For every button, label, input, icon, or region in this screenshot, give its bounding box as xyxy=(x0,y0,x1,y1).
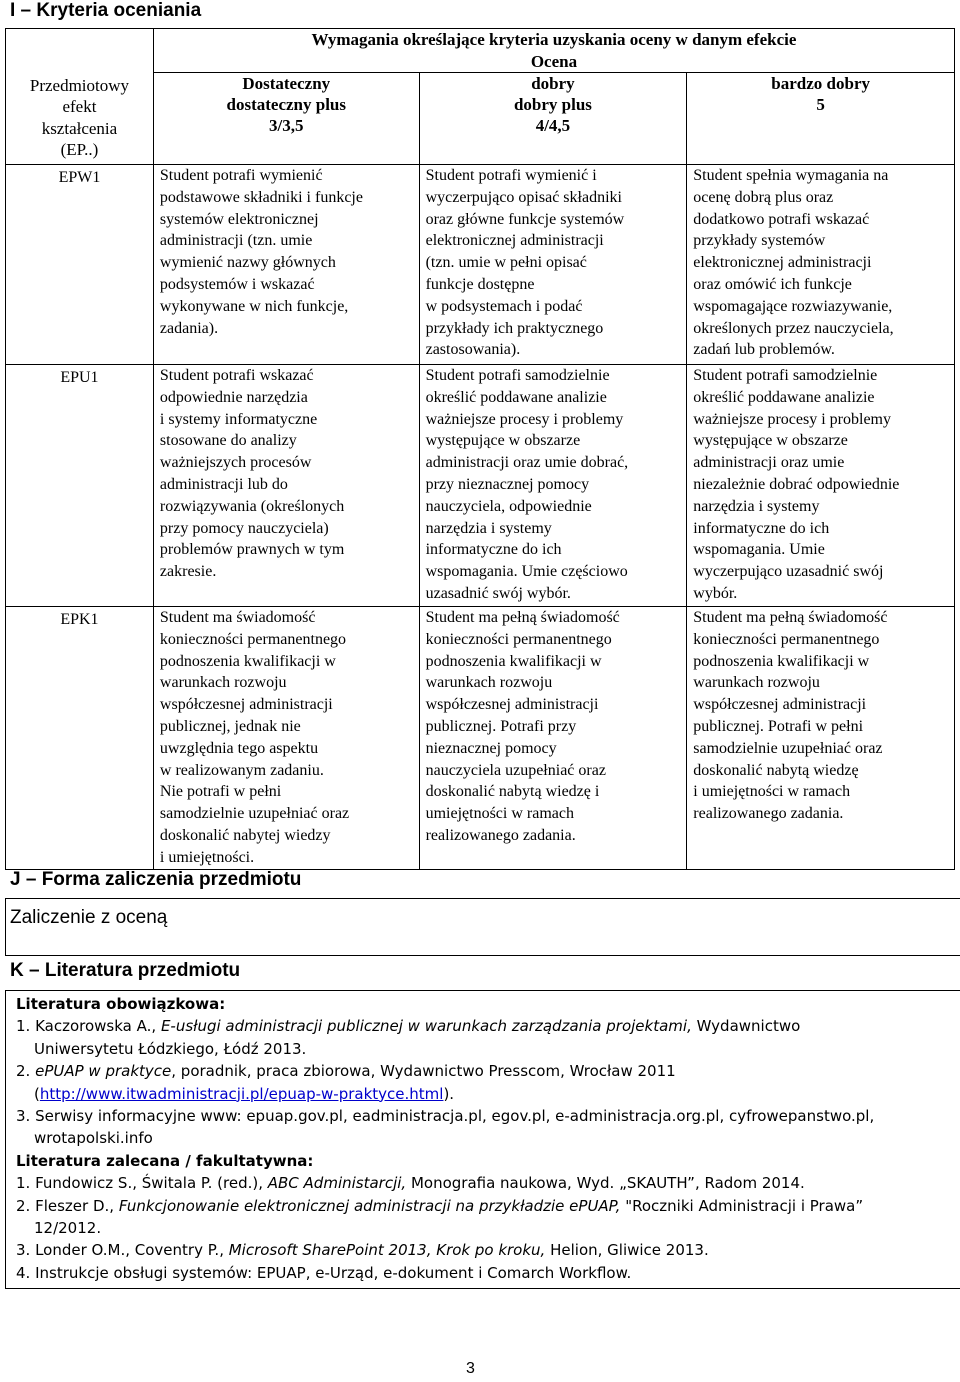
epuap-link[interactable]: http://www.itwadministracji.pl/epuap-w-praktyce.html xyxy=(39,1084,444,1103)
criteria-cell-4: Student potrafi samodzielnie określić poddawane analizie ważniejsze procesy i problemy występujące w obszarze administracji oraz umie dobrać, przy nieznacznej pomocy nauczyciela, odpowiednie narzędzia i systemy informatyczne do ich wspomagania. Umie częściowo uzasadnić swój wybór. xyxy=(419,365,687,607)
criteria-cell-3: Student potrafi wymienić podstawowe składniki i funkcje systemów elektronicznej administracji (tzn. umie wymienić nazwy głównych podsystemów i wskazać wykonywane w nich funkcje, zadania). xyxy=(153,165,419,365)
section-j-title: J – Forma zaliczenia przedmiotu xyxy=(10,869,302,890)
grade-header-5: bardzo dobry 5 xyxy=(687,73,955,165)
literature-item: 3. Serwisy informacyjne www: epuap.gov.pl, eadministracja.pl, egov.pl, e-administracja.org.pl, cyfrowepanstwo.pl, wrotapolski.info xyxy=(16,1107,875,1148)
criteria-row-epu1 xyxy=(6,365,955,607)
criteria-cell-5: Student ma pełną świadomość konieczności permanentnego podnoszenia kwalifikacji w warunkach rozwoju współczesnej administracji publicznej. Potrafi w pełni samodzielnie uzupełniać oraz doskonalić nabytą wiedzę i umiejętności w ramach realizowanego zadania. xyxy=(687,607,955,870)
literature-item: 2. Fleszer D., Funkcjonowanie elektronicznej administracji na przykładzie ePUAP, "Roczniki Administracji i Prawa” 12/2012. xyxy=(16,1196,864,1238)
criteria-cell-5: Student spełnia wymagania na ocenę dobrą plus oraz dodatkowo potrafi wskazać przykłady systemów elektronicznej administracji oraz omówić ich funkcje wspomagające rozwiazywanie, określonych przez nauczyciela, zadań lub problemów. xyxy=(687,165,955,365)
effect-code: EPK1 xyxy=(6,607,154,870)
grade-header-3: Dostateczny dostateczny plus 3/3,5 xyxy=(153,73,419,165)
literature-item: 1. Fundowicz S., Świtala P. (red.), ABC Administarcji, Monografia naukowa, Wyd. „SKAUTH”, Radom 2014. xyxy=(16,1174,805,1193)
literature-item: 2. ePUAP w praktyce, poradnik, praca zbiorowa, Wydawnictwo Presscom, Wrocław 2011 (http://www.itwadministracji.pl/epuap-w-praktyce.html). xyxy=(16,1062,676,1103)
grade-header-4: dobry dobry plus 4/4,5 xyxy=(419,73,687,165)
literature-box xyxy=(5,990,960,1289)
section-i-title: I – Kryteria oceniania xyxy=(10,0,202,21)
criteria-cell-4: Student ma pełną świadomość konieczności permanentnego podnoszenia kwalifikacji w warunkach rozwoju współczesnej administracji publicznej. Potrafi przy nieznacznej pomocy nauczyciela uzupełniać oraz doskonalić nabytą wiedzę i umiejętności w ramach realizowanego zadania. xyxy=(419,607,687,870)
assessment-form-value: Zaliczenie z oceną xyxy=(10,907,168,928)
effect-code: EPW1 xyxy=(6,165,154,365)
recommended-literature-heading: Literatura zalecana / fakultatywna: xyxy=(16,1151,314,1170)
obligatory-literature-heading: Literatura obowiązkowa: xyxy=(16,995,226,1013)
ocena-header: Ocena xyxy=(153,51,954,73)
criteria-cell-3: Student potrafi wskazać odpowiednie narzędzia i systemy informatyczne stosowane do analizy ważniejszych procesów administracji lub do rozwiązywania (określonych przy pomocy nauczyciela) problemów prawnych w tym zakresie. xyxy=(153,365,419,607)
section-k-title: K – Literatura przedmiotu xyxy=(10,960,241,981)
effect-code: EPU1 xyxy=(6,365,154,607)
criteria-cell-5: Student potrafi samodzielnie określić poddawane analizie ważniejsze procesy i problemy występujące w obszarze administracji oraz umie niezależnie dobrać odpowiednie narzędzia i systemy informatyczne do ich wspomagania. Umie wyczerpująco uzasadnić swój wybór. xyxy=(687,365,955,607)
criteria-table xyxy=(5,28,955,870)
literature-item: 1. Kaczorowska A., E-usługi administracji publicznej w warunkach zarządzania projektami, Wydawnictwo Uniwersytetu Łódzkiego, Łódź 2013. xyxy=(16,1017,801,1058)
criteria-cell-4: Student potrafi wymienić i wyczerpująco opisać składniki oraz główne funkcje systemów elektronicznej administracji (tzn. umie w pełni opisać funkcje dostępne w podsystemach i podać przykłady ich praktycznego zastosowania). xyxy=(419,165,687,365)
page-number: 3 xyxy=(466,1360,475,1377)
criteria-cell-3: Student ma świadomość konieczności permanentnego podnoszenia kwalifikacji w warunkach rozwoju współczesnej administracji publicznej, jednak nie uwzględnia tego aspektu w realizowanym zadaniu. Nie potrafi w pełni samodzielnie uzupełniać oraz doskonalić nabytej wiedzy i umiejętności. xyxy=(153,607,419,870)
assessment-form-box xyxy=(5,898,960,956)
criteria-row-epk1 xyxy=(6,607,955,870)
requirements-header: Wymagania określające kryteria uzyskania oceny w danym efekcie xyxy=(153,29,954,51)
literature-item: 3. Londer O.M., Coventry P., Microsoft SharePoint 2013, Krok po kroku, Helion, Gliwice 2013. xyxy=(16,1241,709,1260)
literature-item: 4. Instrukcje obsługi systemów: EPUAP, e-Urząd, e-dokument i Comarch Workflow. xyxy=(16,1263,632,1282)
effect-column-header: Przedmiotowy efekt kształcenia (EP..) xyxy=(6,73,154,165)
criteria-row-epw1 xyxy=(6,165,955,365)
